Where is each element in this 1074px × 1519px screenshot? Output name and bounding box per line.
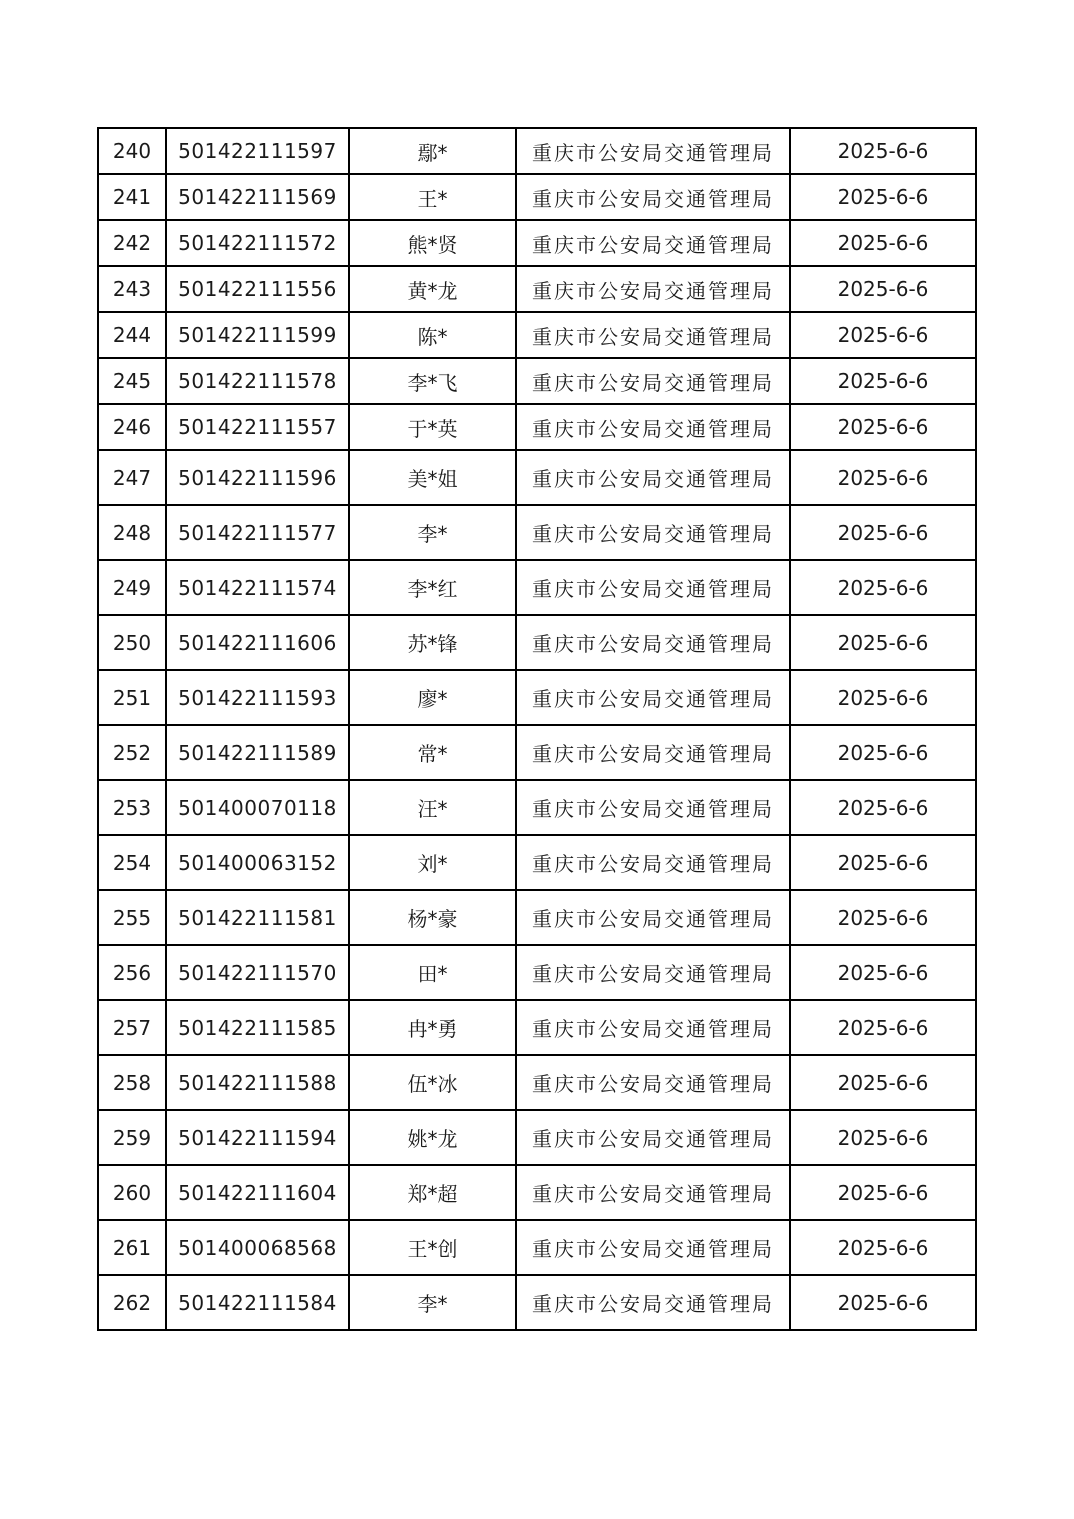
person-name-cell: 苏*锋 — [349, 615, 516, 670]
issuing-agency-cell: 重庆市公安局交通管理局 — [516, 358, 790, 404]
person-name-cell: 于*英 — [349, 404, 516, 450]
person-name-cell: 陈* — [349, 312, 516, 358]
certificate-number-cell: 501400063152 — [166, 835, 349, 890]
table-row — [98, 560, 976, 615]
issuing-agency-cell: 重庆市公安局交通管理局 — [516, 505, 790, 560]
table-row — [98, 725, 976, 780]
row-number-cell: 258 — [98, 1055, 166, 1110]
person-name-cell: 熊*贤 — [349, 220, 516, 266]
person-name-cell: 常* — [349, 725, 516, 780]
issuing-agency-cell: 重庆市公安局交通管理局 — [516, 128, 790, 174]
issue-date-cell: 2025-6-6 — [790, 780, 976, 835]
certificate-number-cell: 501422111569 — [166, 174, 349, 220]
issue-date-cell: 2025-6-6 — [790, 560, 976, 615]
issue-date-cell: 2025-6-6 — [790, 1000, 976, 1055]
certificate-number-cell: 501422111606 — [166, 615, 349, 670]
person-name-cell: 李* — [349, 1275, 516, 1330]
table-row — [98, 1220, 976, 1275]
table-row — [98, 835, 976, 890]
certificate-number-cell: 501422111596 — [166, 450, 349, 505]
row-number-cell: 251 — [98, 670, 166, 725]
issue-date-cell: 2025-6-6 — [790, 1220, 976, 1275]
table-row — [98, 1275, 976, 1330]
row-number-cell: 248 — [98, 505, 166, 560]
row-number-cell: 245 — [98, 358, 166, 404]
issue-date-cell: 2025-6-6 — [790, 358, 976, 404]
table-row — [98, 780, 976, 835]
records-table — [97, 127, 977, 1331]
row-number-cell: 247 — [98, 450, 166, 505]
certificate-number-cell: 501422111581 — [166, 890, 349, 945]
issue-date-cell: 2025-6-6 — [790, 945, 976, 1000]
row-number-cell: 259 — [98, 1110, 166, 1165]
issuing-agency-cell: 重庆市公安局交通管理局 — [516, 615, 790, 670]
certificate-number-cell: 501422111572 — [166, 220, 349, 266]
issuing-agency-cell: 重庆市公安局交通管理局 — [516, 1275, 790, 1330]
person-name-cell: 鄢* — [349, 128, 516, 174]
table-row — [98, 505, 976, 560]
row-number-cell: 260 — [98, 1165, 166, 1220]
table-row — [98, 670, 976, 725]
certificate-number-cell: 501422111557 — [166, 404, 349, 450]
license-list-sheet — [97, 127, 975, 1331]
certificate-number-cell: 501422111577 — [166, 505, 349, 560]
records-table-body — [98, 128, 976, 1330]
issuing-agency-cell: 重庆市公安局交通管理局 — [516, 174, 790, 220]
table-row — [98, 404, 976, 450]
issue-date-cell: 2025-6-6 — [790, 1055, 976, 1110]
person-name-cell: 黄*龙 — [349, 266, 516, 312]
certificate-number-cell: 501422111597 — [166, 128, 349, 174]
certificate-number-cell: 501422111589 — [166, 725, 349, 780]
issuing-agency-cell: 重庆市公安局交通管理局 — [516, 1000, 790, 1055]
table-row — [98, 312, 976, 358]
issuing-agency-cell: 重庆市公安局交通管理局 — [516, 450, 790, 505]
issue-date-cell: 2025-6-6 — [790, 505, 976, 560]
issue-date-cell: 2025-6-6 — [790, 1165, 976, 1220]
person-name-cell: 王*创 — [349, 1220, 516, 1275]
table-row — [98, 945, 976, 1000]
row-number-cell: 254 — [98, 835, 166, 890]
row-number-cell: 244 — [98, 312, 166, 358]
certificate-number-cell: 501422111578 — [166, 358, 349, 404]
certificate-number-cell: 501422111585 — [166, 1000, 349, 1055]
table-row — [98, 450, 976, 505]
issuing-agency-cell: 重庆市公安局交通管理局 — [516, 560, 790, 615]
certificate-number-cell: 501422111588 — [166, 1055, 349, 1110]
row-number-cell: 257 — [98, 1000, 166, 1055]
certificate-number-cell: 501422111594 — [166, 1110, 349, 1165]
row-number-cell: 249 — [98, 560, 166, 615]
person-name-cell: 刘* — [349, 835, 516, 890]
certificate-number-cell: 501422111593 — [166, 670, 349, 725]
issue-date-cell: 2025-6-6 — [790, 450, 976, 505]
row-number-cell: 256 — [98, 945, 166, 1000]
row-number-cell: 261 — [98, 1220, 166, 1275]
person-name-cell: 汪* — [349, 780, 516, 835]
issue-date-cell: 2025-6-6 — [790, 1110, 976, 1165]
person-name-cell: 伍*冰 — [349, 1055, 516, 1110]
row-number-cell: 240 — [98, 128, 166, 174]
issuing-agency-cell: 重庆市公安局交通管理局 — [516, 266, 790, 312]
issue-date-cell: 2025-6-6 — [790, 1275, 976, 1330]
issuing-agency-cell: 重庆市公安局交通管理局 — [516, 1165, 790, 1220]
person-name-cell: 冉*勇 — [349, 1000, 516, 1055]
person-name-cell: 杨*豪 — [349, 890, 516, 945]
table-row — [98, 220, 976, 266]
table-row — [98, 128, 976, 174]
issuing-agency-cell: 重庆市公安局交通管理局 — [516, 725, 790, 780]
issue-date-cell: 2025-6-6 — [790, 890, 976, 945]
table-row — [98, 890, 976, 945]
person-name-cell: 美*姐 — [349, 450, 516, 505]
issue-date-cell: 2025-6-6 — [790, 404, 976, 450]
certificate-number-cell: 501400070118 — [166, 780, 349, 835]
issuing-agency-cell: 重庆市公安局交通管理局 — [516, 1055, 790, 1110]
issue-date-cell: 2025-6-6 — [790, 174, 976, 220]
table-row — [98, 358, 976, 404]
row-number-cell: 255 — [98, 890, 166, 945]
certificate-number-cell: 501422111584 — [166, 1275, 349, 1330]
certificate-number-cell: 501422111570 — [166, 945, 349, 1000]
row-number-cell: 250 — [98, 615, 166, 670]
row-number-cell: 246 — [98, 404, 166, 450]
certificate-number-cell: 501400068568 — [166, 1220, 349, 1275]
issue-date-cell: 2025-6-6 — [790, 220, 976, 266]
issuing-agency-cell: 重庆市公安局交通管理局 — [516, 220, 790, 266]
certificate-number-cell: 501422111556 — [166, 266, 349, 312]
issue-date-cell: 2025-6-6 — [790, 670, 976, 725]
table-row — [98, 615, 976, 670]
issuing-agency-cell: 重庆市公安局交通管理局 — [516, 1220, 790, 1275]
table-row — [98, 1000, 976, 1055]
table-row — [98, 174, 976, 220]
person-name-cell: 田* — [349, 945, 516, 1000]
issuing-agency-cell: 重庆市公安局交通管理局 — [516, 780, 790, 835]
person-name-cell: 李* — [349, 505, 516, 560]
row-number-cell: 241 — [98, 174, 166, 220]
certificate-number-cell: 501422111604 — [166, 1165, 349, 1220]
issuing-agency-cell: 重庆市公安局交通管理局 — [516, 835, 790, 890]
table-row — [98, 266, 976, 312]
person-name-cell: 廖* — [349, 670, 516, 725]
row-number-cell: 242 — [98, 220, 166, 266]
row-number-cell: 243 — [98, 266, 166, 312]
person-name-cell: 李*飞 — [349, 358, 516, 404]
table-row — [98, 1165, 976, 1220]
person-name-cell: 王* — [349, 174, 516, 220]
issue-date-cell: 2025-6-6 — [790, 312, 976, 358]
issue-date-cell: 2025-6-6 — [790, 615, 976, 670]
table-row — [98, 1110, 976, 1165]
row-number-cell: 253 — [98, 780, 166, 835]
issue-date-cell: 2025-6-6 — [790, 725, 976, 780]
issuing-agency-cell: 重庆市公安局交通管理局 — [516, 670, 790, 725]
issue-date-cell: 2025-6-6 — [790, 128, 976, 174]
issuing-agency-cell: 重庆市公安局交通管理局 — [516, 1110, 790, 1165]
certificate-number-cell: 501422111574 — [166, 560, 349, 615]
issuing-agency-cell: 重庆市公安局交通管理局 — [516, 312, 790, 358]
issuing-agency-cell: 重庆市公安局交通管理局 — [516, 945, 790, 1000]
row-number-cell: 262 — [98, 1275, 166, 1330]
row-number-cell: 252 — [98, 725, 166, 780]
issuing-agency-cell: 重庆市公安局交通管理局 — [516, 404, 790, 450]
person-name-cell: 姚*龙 — [349, 1110, 516, 1165]
person-name-cell: 李*红 — [349, 560, 516, 615]
issue-date-cell: 2025-6-6 — [790, 835, 976, 890]
person-name-cell: 郑*超 — [349, 1165, 516, 1220]
table-row — [98, 1055, 976, 1110]
issuing-agency-cell: 重庆市公安局交通管理局 — [516, 890, 790, 945]
certificate-number-cell: 501422111599 — [166, 312, 349, 358]
issue-date-cell: 2025-6-6 — [790, 266, 976, 312]
